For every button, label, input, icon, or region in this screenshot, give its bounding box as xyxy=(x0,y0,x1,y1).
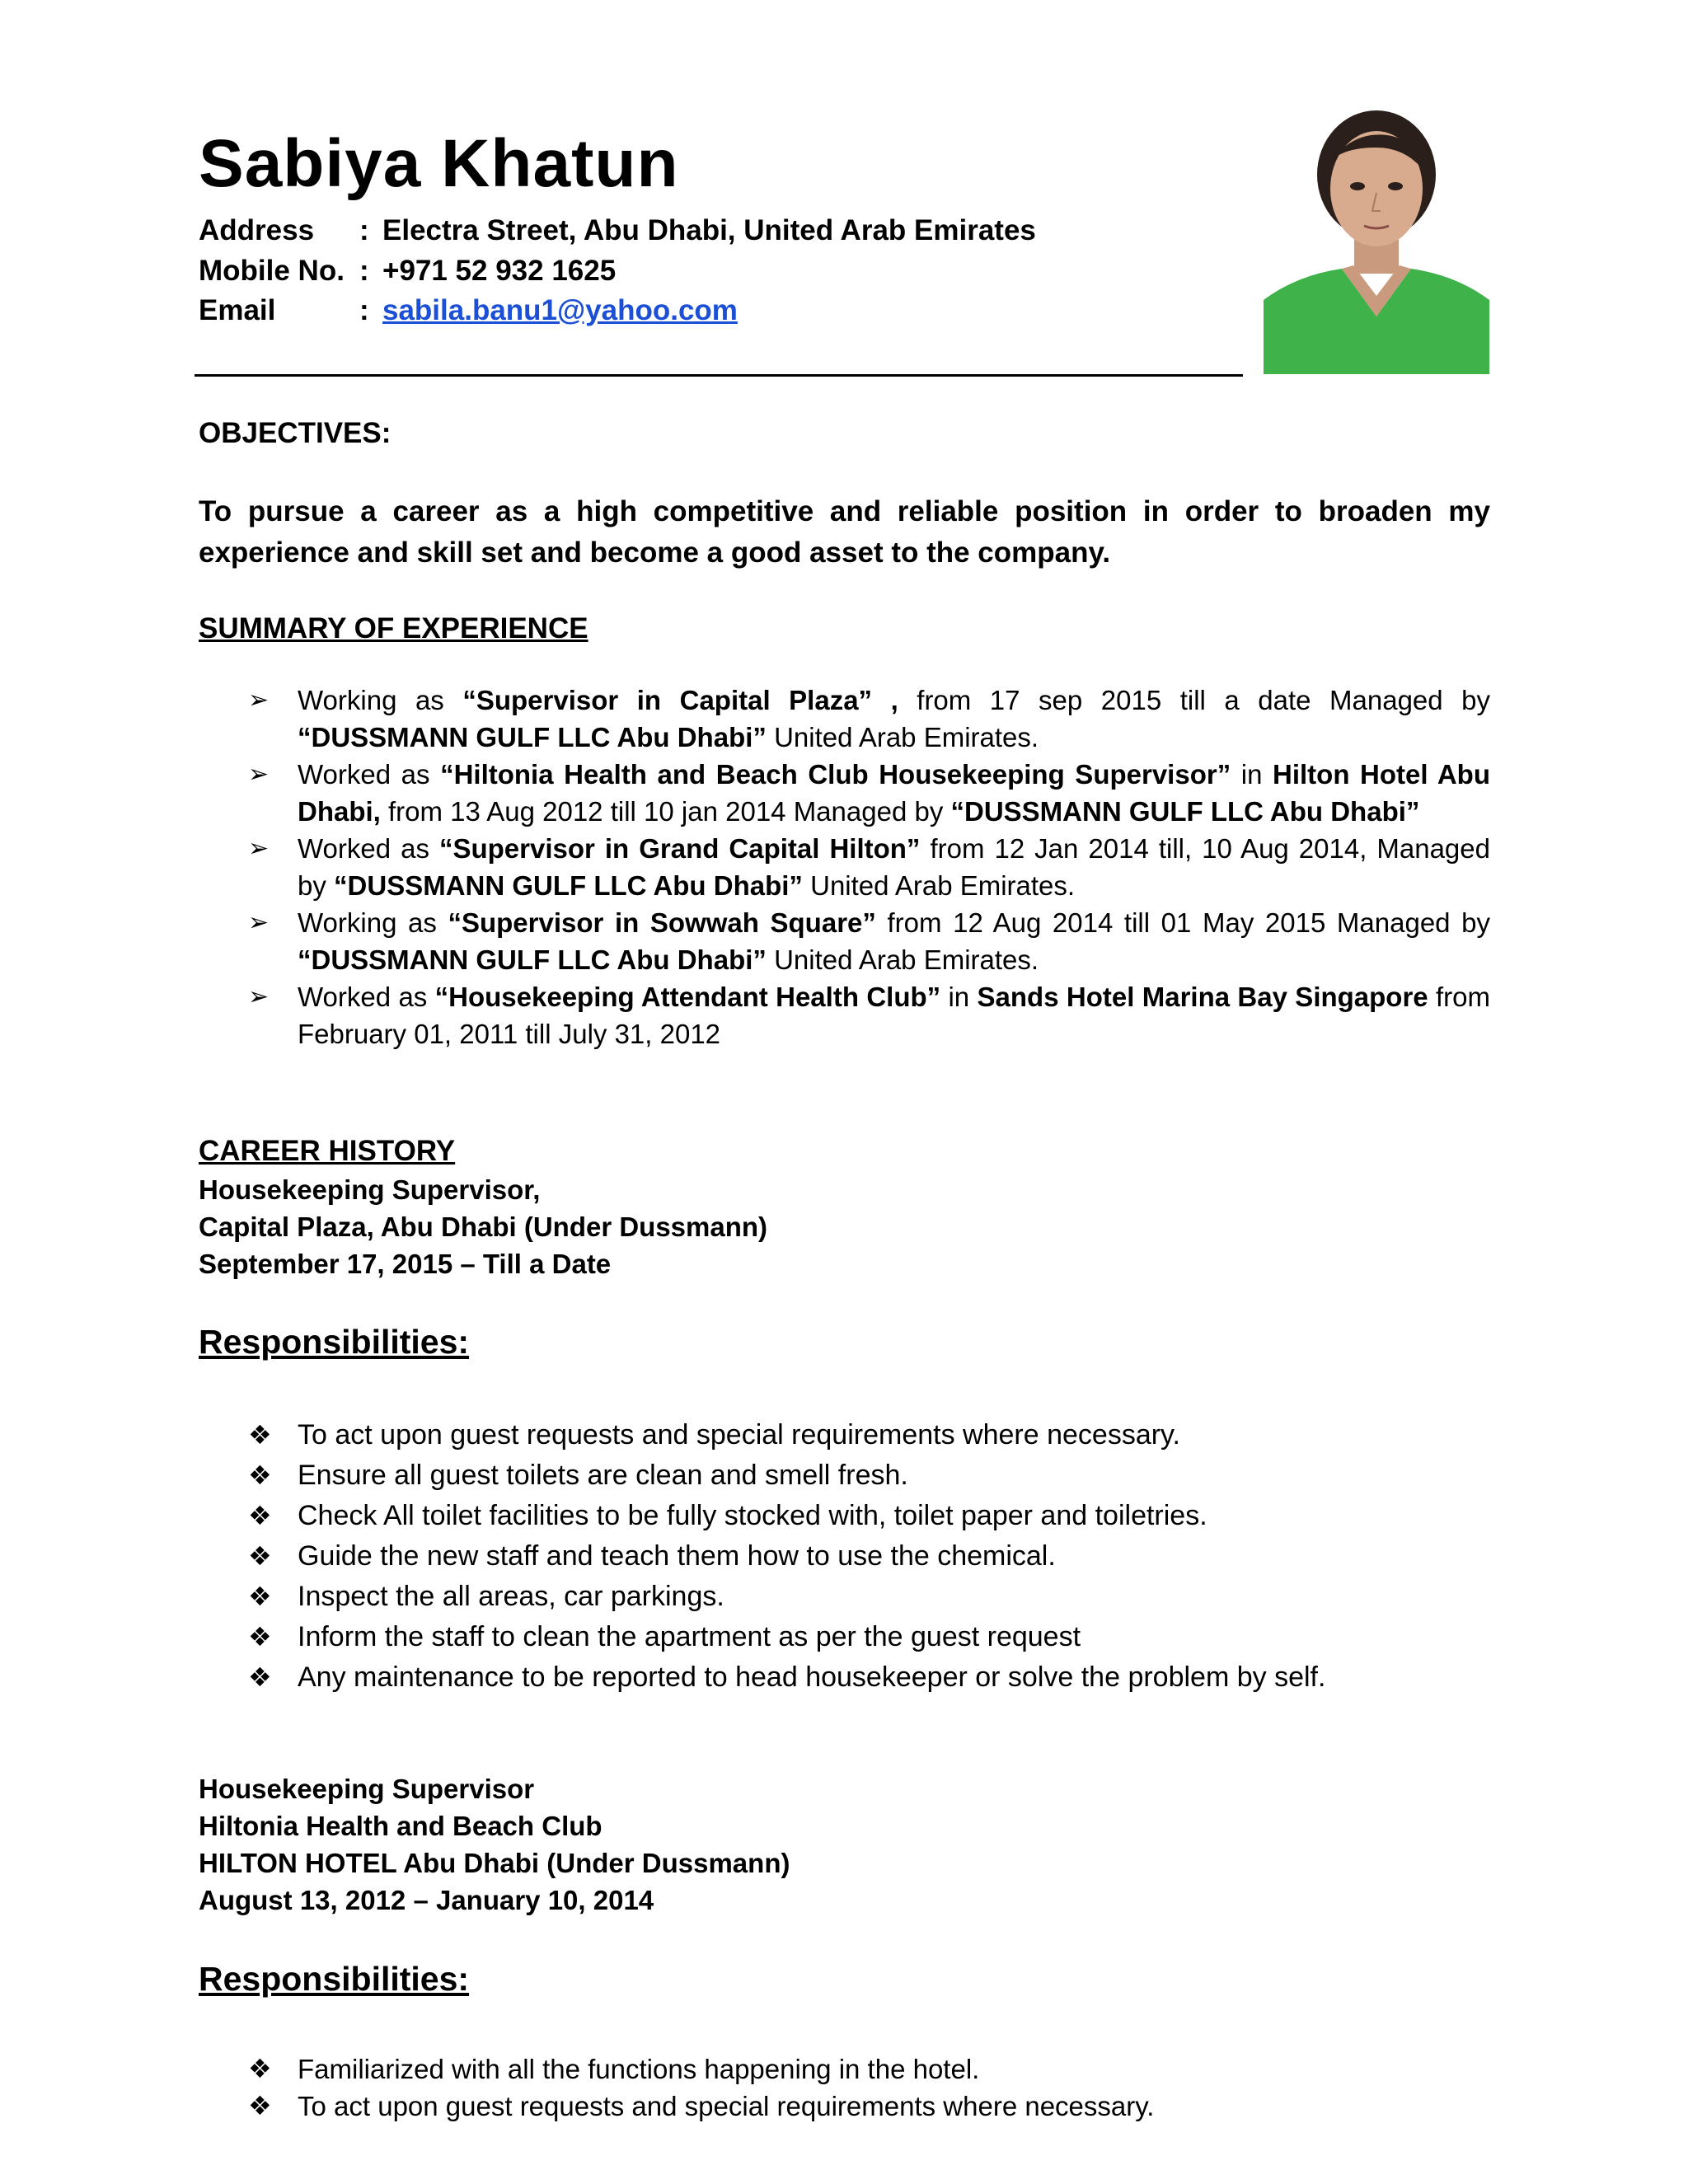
diamond-bullet-icon: ❖ xyxy=(248,2091,272,2121)
address-value: Electra Street, Abu Dhabi, United Arab Emirates xyxy=(382,214,1036,246)
list-item: ❖ Inform the staff to clean the apartment as per the guest request xyxy=(199,1617,1490,1657)
address-row xyxy=(199,216,1036,245)
arrow-bullet-icon: ➢ xyxy=(248,835,270,862)
job2-responsibilities-list xyxy=(199,2050,1490,2125)
objectives-heading: OBJECTIVES: xyxy=(199,417,392,449)
list-item: ➢ Worked as “Supervisor in Grand Capital Hilton” from 12 Jan 2014 till, 10 Aug 2014, Managed by “DUSSMANN GULF LLC Abu Dhabi” United Arab Emirates. xyxy=(199,830,1490,904)
diamond-bullet-icon: ❖ xyxy=(248,1460,272,1490)
mobile-value: +971 52 932 1625 xyxy=(382,255,617,287)
address-label: Address xyxy=(199,214,315,246)
diamond-bullet-icon: ❖ xyxy=(248,1420,272,1450)
job2-property: Hiltonia Health and Beach Club xyxy=(199,1811,603,1841)
profile-photo xyxy=(1264,110,1489,374)
diamond-bullet-icon: ❖ xyxy=(248,1622,272,1652)
job1-responsibilities-list xyxy=(199,1415,1490,1698)
list-item: ❖ Ensure all guest toilets are clean and smell fresh. xyxy=(199,1455,1490,1496)
diamond-bullet-icon: ❖ xyxy=(248,1582,272,1611)
header-divider xyxy=(195,374,1243,377)
email-link[interactable]: sabila.banu1@yahoo.com xyxy=(382,294,738,326)
arrow-bullet-icon: ➢ xyxy=(248,761,270,788)
diamond-bullet-icon: ❖ xyxy=(248,2054,272,2083)
job1-dates: September 17, 2015 – Till a Date xyxy=(199,1249,612,1279)
experience-list xyxy=(199,682,1490,1052)
job1-location: Capital Plaza, Abu Dhabi (Under Dussmann) xyxy=(199,1212,768,1242)
email-label: Email xyxy=(199,294,276,326)
job2-responsibilities-heading: Responsibilities: xyxy=(199,1960,470,1998)
email-row xyxy=(199,296,738,325)
mobile-row xyxy=(199,256,616,285)
list-item: ❖ To act upon guest requests and special requirements where necessary. xyxy=(199,1415,1490,1455)
summary-heading: SUMMARY OF EXPERIENCE xyxy=(199,612,588,644)
list-item: ❖ To act upon guest requests and special requirements where necessary. xyxy=(199,2088,1490,2125)
separator: : xyxy=(359,214,369,246)
portrait-illustration xyxy=(1264,110,1489,374)
list-item: ❖ Any maintenance to be reported to head housekeeper or solve the problem by self. xyxy=(199,1657,1490,1698)
candidate-name: Sabiya Khatun xyxy=(199,126,679,201)
list-item: ❖ Guide the new staff and teach them how to use the chemical. xyxy=(199,1536,1490,1577)
job1-title: Housekeeping Supervisor, xyxy=(199,1174,541,1205)
job1-responsibilities-heading: Responsibilities: xyxy=(199,1323,470,1361)
job1-details xyxy=(199,1171,767,1282)
mobile-label: Mobile No. xyxy=(199,255,345,287)
list-item: ➢ Worked as “Hiltonia Health and Beach Club Housekeeping Supervisor” in Hilton Hotel Abu Dhabi, from 13 Aug 2012 till 10 jan 2014 Managed by “DUSSMANN GULF LLC Abu Dhabi” xyxy=(199,756,1490,830)
arrow-bullet-icon: ➢ xyxy=(248,687,270,714)
arrow-bullet-icon: ➢ xyxy=(248,909,270,936)
diamond-bullet-icon: ❖ xyxy=(248,1662,272,1692)
job2-location: HILTON HOTEL Abu Dhabi (Under Dussmann) xyxy=(199,1848,790,1878)
list-item: ➢ Working as “Supervisor in Sowwah Square” from 12 Aug 2014 till 01 May 2015 Managed by “DUSSMANN GULF LLC Abu Dhabi” United Arab Emirates. xyxy=(199,904,1490,978)
career-heading: CAREER HISTORY xyxy=(199,1135,456,1167)
list-item: ❖ Inspect the all areas, car parkings. xyxy=(199,1577,1490,1617)
job2-title: Housekeeping Supervisor xyxy=(199,1774,535,1804)
separator: : xyxy=(359,294,369,326)
list-item: ➢ Worked as “Housekeeping Attendant Health Club” in Sands Hotel Marina Bay Singapore from February 01, 2011 till July 31, 2012 xyxy=(199,978,1490,1052)
list-item: ❖ Check All toilet facilities to be fully stocked with, toilet paper and toiletries. xyxy=(199,1496,1490,1536)
job2-dates: August 13, 2012 – January 10, 2014 xyxy=(199,1885,654,1915)
separator: : xyxy=(359,255,369,287)
diamond-bullet-icon: ❖ xyxy=(248,1501,272,1530)
list-item: ➢ Working as “Supervisor in Capital Plaza” , from 17 sep 2015 till a date Managed by “DUSSMANN GULF LLC Abu Dhabi” United Arab Emirates. xyxy=(199,682,1490,756)
list-item: ❖ Familiarized with all the functions happening in the hotel. xyxy=(199,2050,1490,2088)
job2-details xyxy=(199,1770,790,1919)
arrow-bullet-icon: ➢ xyxy=(248,983,270,1010)
objectives-text: To pursue a career as a high competitive and reliable position in order to broaden my experience and skill set and become a good asset to the company. xyxy=(199,495,1490,569)
diamond-bullet-icon: ❖ xyxy=(248,1541,272,1571)
